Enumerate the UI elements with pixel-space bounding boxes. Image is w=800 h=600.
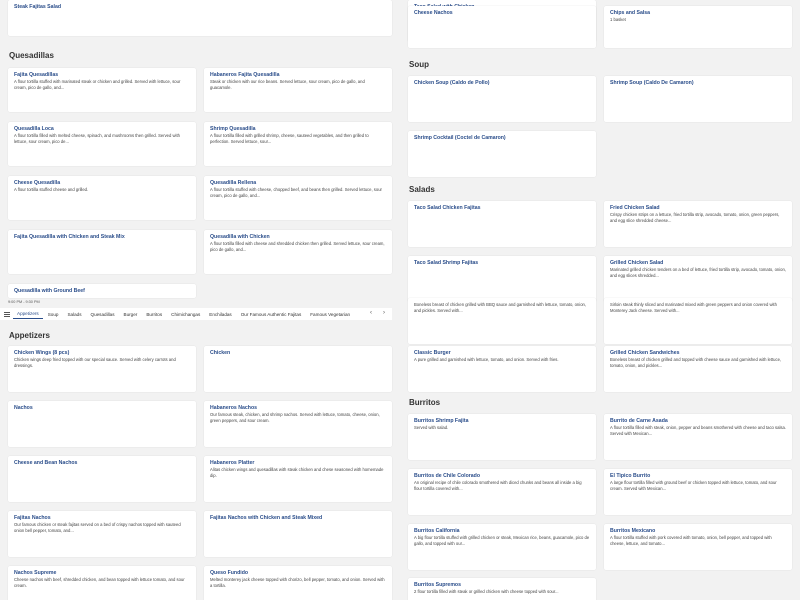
menu-item-card[interactable] — [408, 131, 596, 177]
menu-item-name: Chicken Soup (Caldo de Pollo) — [414, 80, 490, 86]
scroll-left-icon[interactable]: ‹ — [370, 310, 372, 316]
menu-item-name: Quesadilla with Ground Beef — [14, 288, 85, 294]
menu-item-name: Grilled Chicken Salad — [610, 260, 664, 266]
menu-item-name: Cheese Nachos — [414, 10, 453, 16]
menu-item-card[interactable] — [408, 524, 596, 570]
tab-enchiladas[interactable]: Enchiladas — [209, 311, 232, 317]
menu-item-desc: Cheese nachos with beef, shredded chicken, and bean topped with lettuce tomato, and sour cream. — [14, 577, 185, 588]
menu-item-name: Queso Fundido — [210, 570, 249, 576]
menu-item-card[interactable] — [408, 414, 596, 460]
menu-item-desc: A flour tortilla stuffed with marinated steak or chicken and grilled. Served with lettuce, sour cream, pico de gallo, and... — [14, 79, 181, 90]
menu-item-name: Steak Fajitas Salad — [14, 4, 61, 10]
menu-item-name: Fajita Quesadilla with Chicken and Steak Mix — [14, 234, 125, 240]
menu-item-name: Shrimp Quesadilla — [210, 126, 256, 132]
menu-item-card[interactable] — [604, 6, 792, 48]
menu-item-card[interactable] — [204, 566, 392, 600]
menu-item-card[interactable] — [204, 456, 392, 502]
menu-item-card[interactable] — [604, 469, 792, 515]
menu-item-desc: Served with salad. — [414, 425, 449, 430]
menu-item-card[interactable] — [408, 578, 596, 600]
menu-item-name: Shrimp Cocktail (Coctel de Camaron) — [414, 135, 506, 141]
menu-item-name: Fajita Quesadillas — [14, 72, 59, 78]
menu-item-name: Habaneros Platter — [210, 460, 255, 466]
menu-item-desc: Our famous steak, chicken, and shrimp nachos. Served with lettuce, tomato, cheese, onion, green peppers, and sour cream. — [210, 412, 380, 423]
tab-chimichangas[interactable]: Chimichangas — [171, 311, 201, 317]
hours-text: 9:00 PM - 9:30 PM — [8, 300, 40, 304]
menu-item-desc: An original recipe of chile colorado smothered with diced chunks and beans all inside a big flour tortilla covered with... — [414, 480, 582, 491]
menu-item-card[interactable] — [604, 201, 792, 247]
menu-item-name: Habaneros Nachos — [210, 405, 257, 411]
section-title-quesadillas: Quesadillas — [9, 51, 54, 60]
menu-item-name: Burritos Shrimp Fajita — [414, 418, 469, 424]
menu-item-desc: A large flour tortilla filled with ground beef or chicken topped with lettuce, tomato, and sour cream. Served with Mexican... — [610, 480, 777, 491]
menu-item-name: Chicken Wings (8 pcs) — [14, 350, 70, 356]
menu-item-desc: Boneless breast of chicken grilled and topped with cheese sauce and garnished with lettuce, tomato, onion, and pickles... — [610, 357, 782, 368]
menu-item-card[interactable] — [408, 469, 596, 515]
menu-item-card[interactable] — [604, 524, 792, 570]
menu-item-card[interactable] — [408, 256, 596, 302]
menu-item-desc: A big flour tortilla stuffed with grilled chicken or steak, Mexican rice, beans, guacamole, pico de gallo, and topped with our... — [414, 535, 590, 546]
menu-item-name: Quesadilla Rellena — [210, 180, 257, 186]
menu-item-card[interactable] — [604, 76, 792, 122]
menu-item-card[interactable] — [204, 401, 392, 447]
menu-item-desc: 2 flour tortilla filled with steak or grilled chicken with cheese topped with sour... — [414, 589, 559, 594]
menu-item-desc: Our famous chicken or steak fajitas served on a bed of crispy nachos topped with sauteed onion bell pepper, tomato, and... — [14, 522, 181, 533]
menu-item-name: Taco Salad Shrimp Fajitas — [414, 260, 479, 266]
tab-burritos[interactable]: Burritos — [146, 311, 163, 317]
menu-item-desc: Alitas chicken wings and quesadillas with steak chicken and chese seasoned with homemade dip. — [210, 467, 384, 478]
menu-item-name: Burrito de Carne Asada — [610, 418, 668, 424]
menu-item-card[interactable] — [408, 6, 596, 48]
menu-item-card[interactable] — [408, 76, 596, 122]
menu-item-desc: Marinated grilled chicken tenders on a bed of lettuce, fried tortilla strip, avocado, tomato, onion, and egg slices shredded... — [610, 267, 786, 278]
menu-item-desc: A flour tortilla filled with melted cheese, spinach, and mushrooms then grilled. Served with lettuce, sour cream, pico de... — [14, 133, 180, 144]
menu-item-card[interactable] — [604, 346, 792, 392]
menu-item-name: Taco Salad Chicken Fajitas — [414, 205, 481, 211]
menu-item-card[interactable] — [8, 511, 196, 557]
menu-item-card[interactable] — [604, 256, 792, 302]
menu-item-card[interactable] — [204, 346, 392, 392]
menu-item-desc: A flour tortilla stuffed with cheese, chopped beef, and beans then grilled. Served lettuce, sour cream, pico de gallo, and... — [210, 187, 382, 198]
menu-item-card[interactable] — [8, 401, 196, 447]
tab-burger[interactable]: Burger — [123, 311, 138, 317]
menu-item-desc: A flour tortilla stuffed cheese and grilled. — [14, 187, 89, 192]
menu-item-card[interactable] — [604, 298, 792, 344]
menu-item-name: Nachos — [14, 405, 33, 411]
menu-item-card[interactable] — [8, 566, 196, 600]
menu-item-name: Habaneros Fajita Quesadilla — [210, 72, 280, 78]
menu-item-desc: A flour tortilla stuffed with pork covered with tomato, onion, bell pepper, and topped with cheese, lettuce, and tomato... — [610, 535, 772, 546]
menu-item-name: Classic Burger — [414, 350, 451, 356]
menu-item-desc: Sirloin steak thinly sliced and marinated mixed with green peppers and onion covered with Monterey Jack cheese. Served with... — [610, 302, 777, 313]
menu-item-card[interactable] — [604, 414, 792, 460]
tab-salads[interactable]: Salads — [67, 311, 82, 317]
scroll-right-icon[interactable]: › — [383, 310, 385, 316]
appetizers-column — [8, 0, 392, 600]
menu-item-name: Chicken — [210, 350, 231, 356]
menu-item-desc: A flour tortilla filled with cheese and shredded chicken then grilled. Served lettuce, sour cream, pico de gallo, and... — [210, 241, 385, 252]
menu-item-desc: A pure grilled and garnished with lettuce, tomato, and onion. Served with fries. — [414, 357, 559, 362]
menu-item-card[interactable] — [8, 346, 196, 392]
tab-appetizers[interactable]: Appetizers — [13, 309, 43, 319]
menu-item-name: Burritos Mexicano — [610, 528, 656, 534]
menu-item-name: Fried Chicken Salad — [610, 205, 660, 211]
menu-item-name: Shrimp Soup (Caldo De Camaron) — [610, 80, 694, 86]
menu-item-name: Nachos Supreme — [14, 570, 57, 576]
tab-vegetarian[interactable]: Famous Vegetarian — [310, 311, 351, 317]
menu-item-desc: Crispy chicken strips on a lettuce, fried tortilla strip, avocado, tomato, onion, green peppers, and egg slice shredded cheese... — [610, 212, 780, 223]
menu-item-name: El Tipico Burrito — [610, 473, 651, 479]
menu-item-card[interactable] — [408, 346, 596, 392]
menu-item-desc: Steak or chicken with our rice beans. Served lettuce, sour cream, pico de gallo, and guacamole. — [210, 79, 365, 90]
menu-item-desc: 1 basket — [610, 17, 626, 22]
menu-item-desc: Chicken wings deep fried topped with our special sauce. Served with celery carrots and dressings. — [14, 357, 176, 368]
menu-item-name: Cheese and Bean Nachos — [14, 460, 78, 466]
tab-soup[interactable]: Soup — [47, 311, 59, 317]
menu-item-card[interactable] — [408, 298, 596, 344]
tab-quesadillas[interactable]: Quesadillas — [90, 311, 115, 317]
menu-item-name: Burritos de Chile Colorado — [414, 473, 481, 479]
section-title-salads: Salads — [409, 185, 435, 194]
menu-item-desc: A flour tortilla filled with grilled shrimp, cheese, sauteed vegetables, and then grilled to perfection. Served lettuce, sour... — [210, 133, 369, 144]
section-title-appetizers: Appetizers — [9, 331, 50, 340]
menu-item-card[interactable] — [8, 456, 196, 502]
menu-item-name: Burritos California — [414, 528, 460, 534]
section-title-soup: Soup — [409, 60, 429, 69]
menu-item-name: Grilled Chicken Sandwiches — [610, 350, 680, 356]
right-column — [408, 0, 792, 600]
menu-item-name: Chips and Salsa — [610, 10, 651, 16]
tab-fajitas[interactable]: Our Famous Authentic Fajitas — [240, 311, 302, 317]
menu-item-name: Fajitas Nachos — [14, 515, 51, 521]
menu-item-desc: Boneless breast of chicken grilled with BBQ sauce and garnished with lettuce, tomato, onion, and pickles. Served with... — [414, 302, 587, 313]
menu-item-name: Quesadilla with Chicken — [210, 234, 270, 240]
menu-item-card[interactable] — [204, 511, 392, 557]
menu-item-desc: Melted monterey jack cheese topped with chorizo, bell pepper, tomato, and onion. Served with a tortilla. — [210, 577, 385, 588]
menu-item-desc: A flour tortilla filled with steak, onion, pepper and beans smothered with cheese and taco salsa. Served with Mexican... — [610, 425, 786, 436]
menu-item-name: Quesadilla Loca — [14, 126, 54, 132]
section-title-burritos: Burritos — [409, 398, 441, 407]
menu-item-card[interactable] — [408, 201, 596, 247]
menu-item-name: Fajitas Nachos with Chicken and Steak Mixed — [210, 515, 323, 521]
menu-item-name: Cheese Quesadilla — [14, 180, 61, 186]
menu-item-name: Burritos Supremos — [414, 582, 461, 588]
